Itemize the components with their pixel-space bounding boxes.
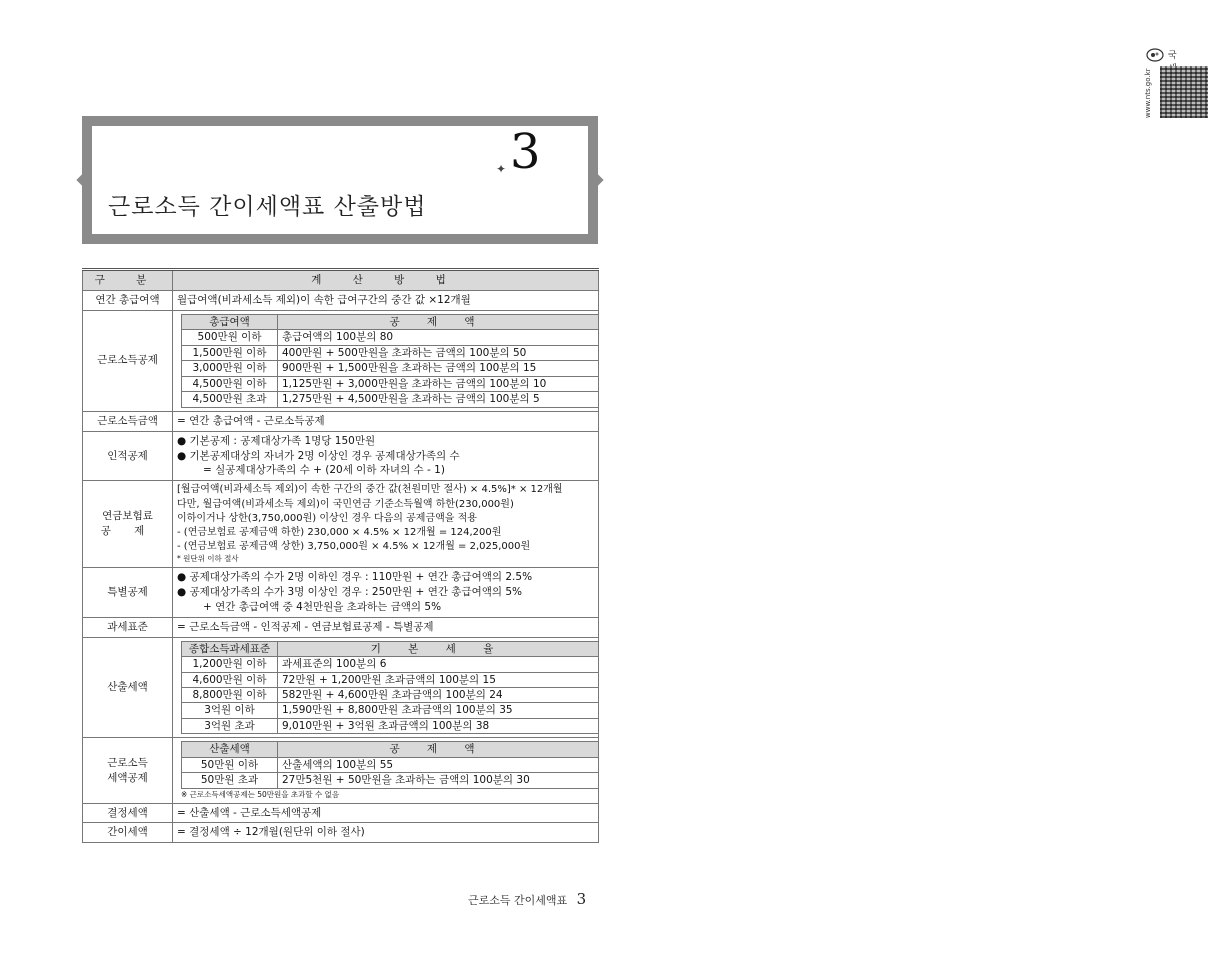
table-row: [182, 376, 599, 391]
content-line: - (연금보험료 공제금액 상한) 3,750,000원 × 4.5% × 12개월 = 2,025,000원: [177, 541, 531, 553]
row-content: = 결정세액 ÷ 12개월(원단위 이하 절사): [173, 823, 599, 843]
row-label: 연간 총급여액: [83, 290, 173, 310]
row-label: 산출세액: [83, 637, 173, 738]
row-label: 인적공제: [83, 431, 173, 481]
content-line: 다만, 월급여액(비과세소득 제외)이 국민연금 기준소득월액 하한(230,000원): [177, 498, 514, 510]
chapter-number: 3: [510, 124, 541, 180]
row-tax-base: [83, 617, 599, 637]
org-name: 국: [1168, 51, 1177, 61]
amount-cell: 1,125만원 + 3,000만원을 초과하는 금액의 100분의 10: [278, 376, 599, 391]
row-content: = 연간 총급여액 - 근로소득공제: [173, 411, 599, 431]
label-line: 공 제: [100, 525, 155, 538]
table-row: [182, 330, 599, 345]
bracket-cell: 4,500만원 초과: [182, 392, 278, 407]
row-content: 월급여액(비과세소득 제외)이 속한 급여구간의 중간 값 ×12개월: [173, 290, 599, 310]
rate-cell: 1,590만원 + 8,800만원 초과금액의 100분의 35: [278, 703, 599, 718]
header-category: 구 분: [83, 270, 173, 291]
tax-credit-table: [181, 741, 599, 788]
row-determined-tax: [83, 803, 599, 823]
content-line: + 연간 총급여액 중 4천만원을 초과하는 금액의 5%: [203, 600, 442, 613]
nts-emblem-icon: [1146, 46, 1164, 62]
sub-header-row: [182, 742, 599, 757]
bracket-cell: 4,600만원 이하: [182, 672, 278, 687]
label-line: 세액공제: [107, 771, 148, 784]
nts-logo: [572, 22, 1177, 118]
row-label: 간이세액: [83, 823, 173, 843]
footnote: ※ 근로소득세액공제는 50만원을 초과할 수 없음: [181, 789, 340, 799]
sub-header: 종합소득과세표준: [182, 641, 278, 656]
bracket-cell: 1,200만원 이하: [182, 657, 278, 672]
content-line: 이하이거나 상한(3,750,000원) 이상인 경우 다음의 공제금액을 적용: [177, 512, 477, 524]
table-row: [182, 657, 599, 672]
bracket-cell: 500만원 이하: [182, 330, 278, 345]
chapter-title: 근로소득 간이세액표 산출방법: [108, 194, 427, 220]
row-pension-deduction: [83, 481, 599, 568]
chapter-title-frame: [82, 116, 598, 244]
content-line: ● 공제대상가족의 수가 2명 이하인 경우 : 110만원 + 연간 총급여액의 2.5%: [177, 570, 533, 583]
sub-header: 총급여액: [182, 314, 278, 329]
amount-cell: 400만원 + 500만원을 초과하는 금액의 100분의 50: [278, 345, 599, 360]
nts-url-vertical: www.nts.go.kr: [1144, 68, 1152, 118]
bracket-cell: 50만원 이하: [182, 757, 278, 772]
row-label: 결정세액: [83, 803, 173, 823]
row-label: 근로소득공제: [83, 310, 173, 411]
amount-cell: 27만5천원 + 50만원을 초과하는 금액의 100분의 30: [278, 773, 599, 788]
content-line: [월급여액(비과세소득 제외)이 속한 구간의 중간 값(천원미만 절사) × 4.5%]* × 12개월: [177, 484, 563, 496]
row-earned-income-amount: [83, 411, 599, 431]
table-row: [182, 345, 599, 360]
table-header-row: [83, 270, 599, 291]
amount-cell: 산출세액의 100분의 55: [278, 757, 599, 772]
row-calculated-tax: [83, 637, 599, 738]
page-footer: [468, 890, 586, 908]
bracket-cell: 4,500만원 이하: [182, 376, 278, 391]
rate-cell: 582만원 + 4,600만원 초과금액의 100분의 24: [278, 688, 599, 703]
content-line: = 실공제대상가족의 수 + (20세 이하 자녀의 수 - 1): [203, 464, 445, 477]
table-row: [182, 773, 599, 788]
sparkle-icon: ✦: [496, 162, 507, 176]
bracket-cell: 8,800만원 이하: [182, 688, 278, 703]
row-earned-income-tax-credit: [83, 738, 599, 803]
row-earned-income-deduction: [83, 310, 599, 411]
amount-cell: 1,275만원 + 4,500만원을 초과하는 금액의 100분의 5: [278, 392, 599, 407]
row-content: [173, 431, 599, 481]
table-row: [182, 361, 599, 376]
table-row: [182, 703, 599, 718]
footnote: * 원단위 이하 절사: [177, 554, 239, 564]
row-label: 과세표준: [83, 617, 173, 637]
rate-cell: 9,010만원 + 3억원 초과금액의 100분의 38: [278, 718, 599, 733]
rate-cell: 72만원 + 1,200만원 초과금액의 100분의 15: [278, 672, 599, 687]
table-row: [182, 757, 599, 772]
frame-corner-right: [592, 174, 603, 185]
bracket-cell: 3억원 초과: [182, 718, 278, 733]
sub-header: 공 제 액: [278, 314, 599, 329]
row-personal-deduction: [83, 431, 599, 481]
page-number: 3: [576, 890, 587, 908]
row-content: = 근로소득금액 - 인적공제 - 연금보험료공제 - 특별공제: [173, 617, 599, 637]
label-line: 연금보험료: [102, 510, 153, 523]
amount-cell: 900만원 + 1,500만원을 초과하는 금액의 100분의 15: [278, 361, 599, 376]
sub-header: 기 본 세 율: [278, 641, 599, 656]
table-row: [182, 672, 599, 687]
content-line: ● 기본공제 : 공제대상가족 1명당 150만원: [177, 434, 376, 447]
row-simplified-tax: [83, 823, 599, 843]
table-row: [182, 392, 599, 407]
qr-code: [1160, 66, 1208, 118]
row-special-deduction: [83, 567, 599, 617]
bracket-cell: 50만원 초과: [182, 773, 278, 788]
amount-cell: 총급여액의 100분의 80: [278, 330, 599, 345]
row-label: [83, 481, 173, 568]
table-row: [182, 718, 599, 733]
sub-header-row: [182, 641, 599, 656]
header-method: 계 산 방 법: [173, 270, 599, 291]
bracket-cell: 1,500만원 이하: [182, 345, 278, 360]
content-line: ● 공제대상가족의 수가 3명 이상인 경우 : 250만원 + 연간 총급여액의 5%: [177, 585, 523, 598]
sub-header: 산출세액: [182, 742, 278, 757]
earned-income-deduction-table: [181, 314, 599, 408]
row-annual-gross: [83, 290, 599, 310]
row-label: 특별공제: [83, 567, 173, 617]
content-line: ● 기본공제대상의 자녀가 2명 이상인 경우 공제대상가족의 수: [177, 449, 460, 462]
content-line: - (연금보험료 공제금액 하한) 230,000 × 4.5% × 12개월 = 124,200원: [177, 526, 502, 538]
row-label: [83, 738, 173, 803]
row-content: = 산출세액 - 근로소득세액공제: [173, 803, 599, 823]
sub-header: 공 제 액: [278, 742, 599, 757]
frame-corner-left: [76, 174, 87, 185]
tax-rate-table: [181, 641, 599, 735]
rate-cell: 과세표준의 100분의 6: [278, 657, 599, 672]
label-line: 근로소득: [107, 756, 148, 769]
bracket-cell: 3억원 이하: [182, 703, 278, 718]
row-label: 근로소득금액: [83, 411, 173, 431]
calculation-table: [82, 268, 599, 843]
table-row: [182, 688, 599, 703]
bracket-cell: 3,000만원 이하: [182, 361, 278, 376]
sub-header-row: [182, 314, 599, 329]
row-content: [173, 481, 599, 568]
row-content: [173, 567, 599, 617]
running-title: 근로소득 간이세액표: [468, 894, 568, 907]
